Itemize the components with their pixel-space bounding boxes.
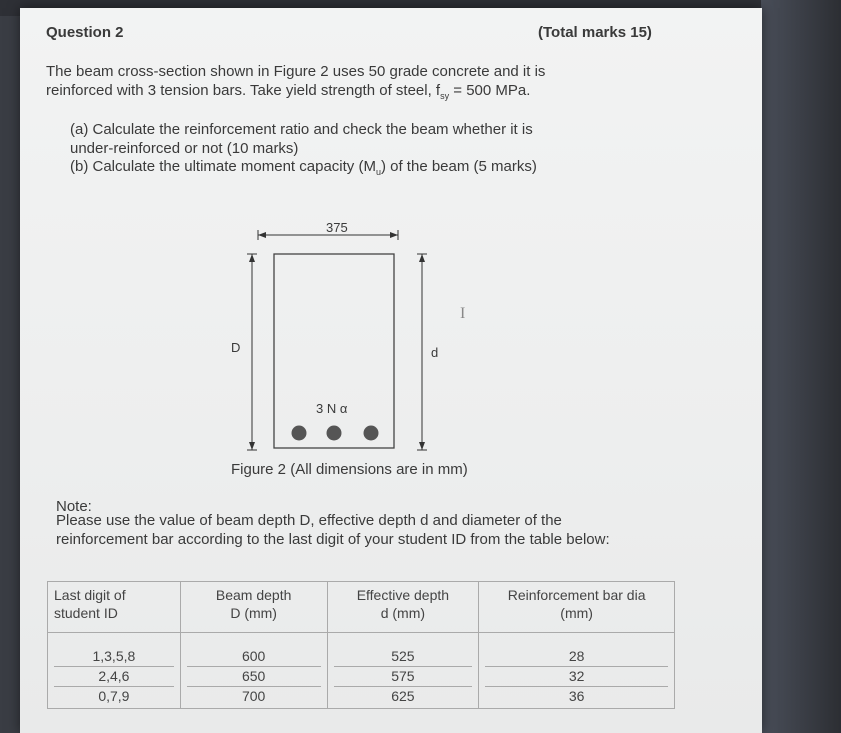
header-line: (mm): [560, 605, 593, 621]
rebar-1: [292, 426, 307, 441]
table-row: 28: [485, 647, 668, 667]
header-beam-depth: [180, 582, 327, 633]
note-text: [56, 511, 666, 549]
header-line: student ID: [54, 605, 118, 621]
table-row: 1,3,5,8: [54, 647, 174, 667]
table-row: 32: [485, 667, 668, 687]
effective-depth-cell: [327, 633, 479, 709]
header-line: Reinforcement bar dia: [507, 587, 646, 603]
header-line: Beam depth: [215, 587, 292, 603]
beam-depth-cell: [180, 633, 327, 709]
total-marks: (Total marks 15): [538, 24, 652, 41]
student-id-cell: [48, 633, 181, 709]
header-line: d (mm): [380, 605, 426, 621]
intro-line-1: The beam cross-section shown in Figure 2 uses 50 grade concrete and it is: [46, 63, 546, 80]
question-title: Question 2: [46, 24, 124, 41]
table-row: 625: [391, 688, 415, 704]
header-bar-dia: [479, 582, 675, 633]
dimensions-table: [47, 581, 675, 709]
eff-depth-arrow-top: [419, 254, 425, 262]
question-sheet: [20, 8, 762, 733]
note-heading: Note:: [56, 498, 92, 515]
part-b-suffix: ) of the beam (5 marks): [380, 158, 537, 175]
intro-line-2-value: = 500 MPa.: [449, 82, 531, 99]
figure-caption: Figure 2 (All dimensions are in mm): [231, 461, 468, 478]
depth-arrow-top: [249, 254, 255, 262]
text-cursor-icon: I: [460, 305, 466, 322]
part-a-line-2: under-reinforced or not (10 marks): [70, 140, 299, 157]
width-arrow-right: [390, 232, 398, 238]
table-row: 575: [334, 667, 473, 687]
table-body-row: [48, 633, 675, 709]
table-row: 525: [334, 647, 473, 667]
bars-label: 3 N α: [316, 401, 348, 416]
table-row: 0,7,9: [98, 688, 130, 704]
table-row: 600: [187, 647, 321, 667]
header-student-id: [48, 582, 181, 633]
table-header-row: [48, 582, 675, 633]
table-row: 36: [568, 688, 585, 704]
width-label: 375: [326, 220, 348, 235]
header-line: Effective depth: [356, 587, 450, 603]
note-line-2: reinforcement bar according to the last digit of your student ID from the table below:: [56, 531, 610, 548]
table-row: 700: [241, 688, 266, 704]
note-line-1: Please use the value of beam depth D, effective depth d and diameter of the: [56, 512, 562, 529]
beam-outline: [274, 254, 394, 448]
rebar-2: [327, 426, 342, 441]
part-a-line-1: (a) Calculate the reinforcement ratio and check the beam whether it is: [70, 121, 533, 138]
header-effective-depth: [327, 582, 479, 633]
fsy-subscript: sy: [440, 91, 450, 101]
header-line: Last digit of: [54, 587, 126, 603]
beam-cross-section-figure: [20, 8, 762, 468]
rebar-3: [364, 426, 379, 441]
depth-arrow-bottom: [249, 442, 255, 450]
depth-label: D: [231, 340, 241, 355]
effective-depth-label: d: [431, 345, 439, 360]
table-row: 2,4,6: [54, 667, 174, 687]
table-row: 650: [187, 667, 321, 687]
background-edge: [761, 0, 841, 733]
eff-depth-arrow-bottom: [419, 442, 425, 450]
width-arrow-left: [258, 232, 266, 238]
header-line: D (mm): [230, 605, 277, 621]
bar-dia-cell: [479, 633, 675, 709]
intro-line-2-text: reinforced with 3 tension bars. Take yield strength of steel, f: [46, 82, 441, 99]
mu-subscript: u: [375, 167, 381, 177]
part-b-text: (b) Calculate the ultimate moment capacity (M: [70, 158, 376, 175]
